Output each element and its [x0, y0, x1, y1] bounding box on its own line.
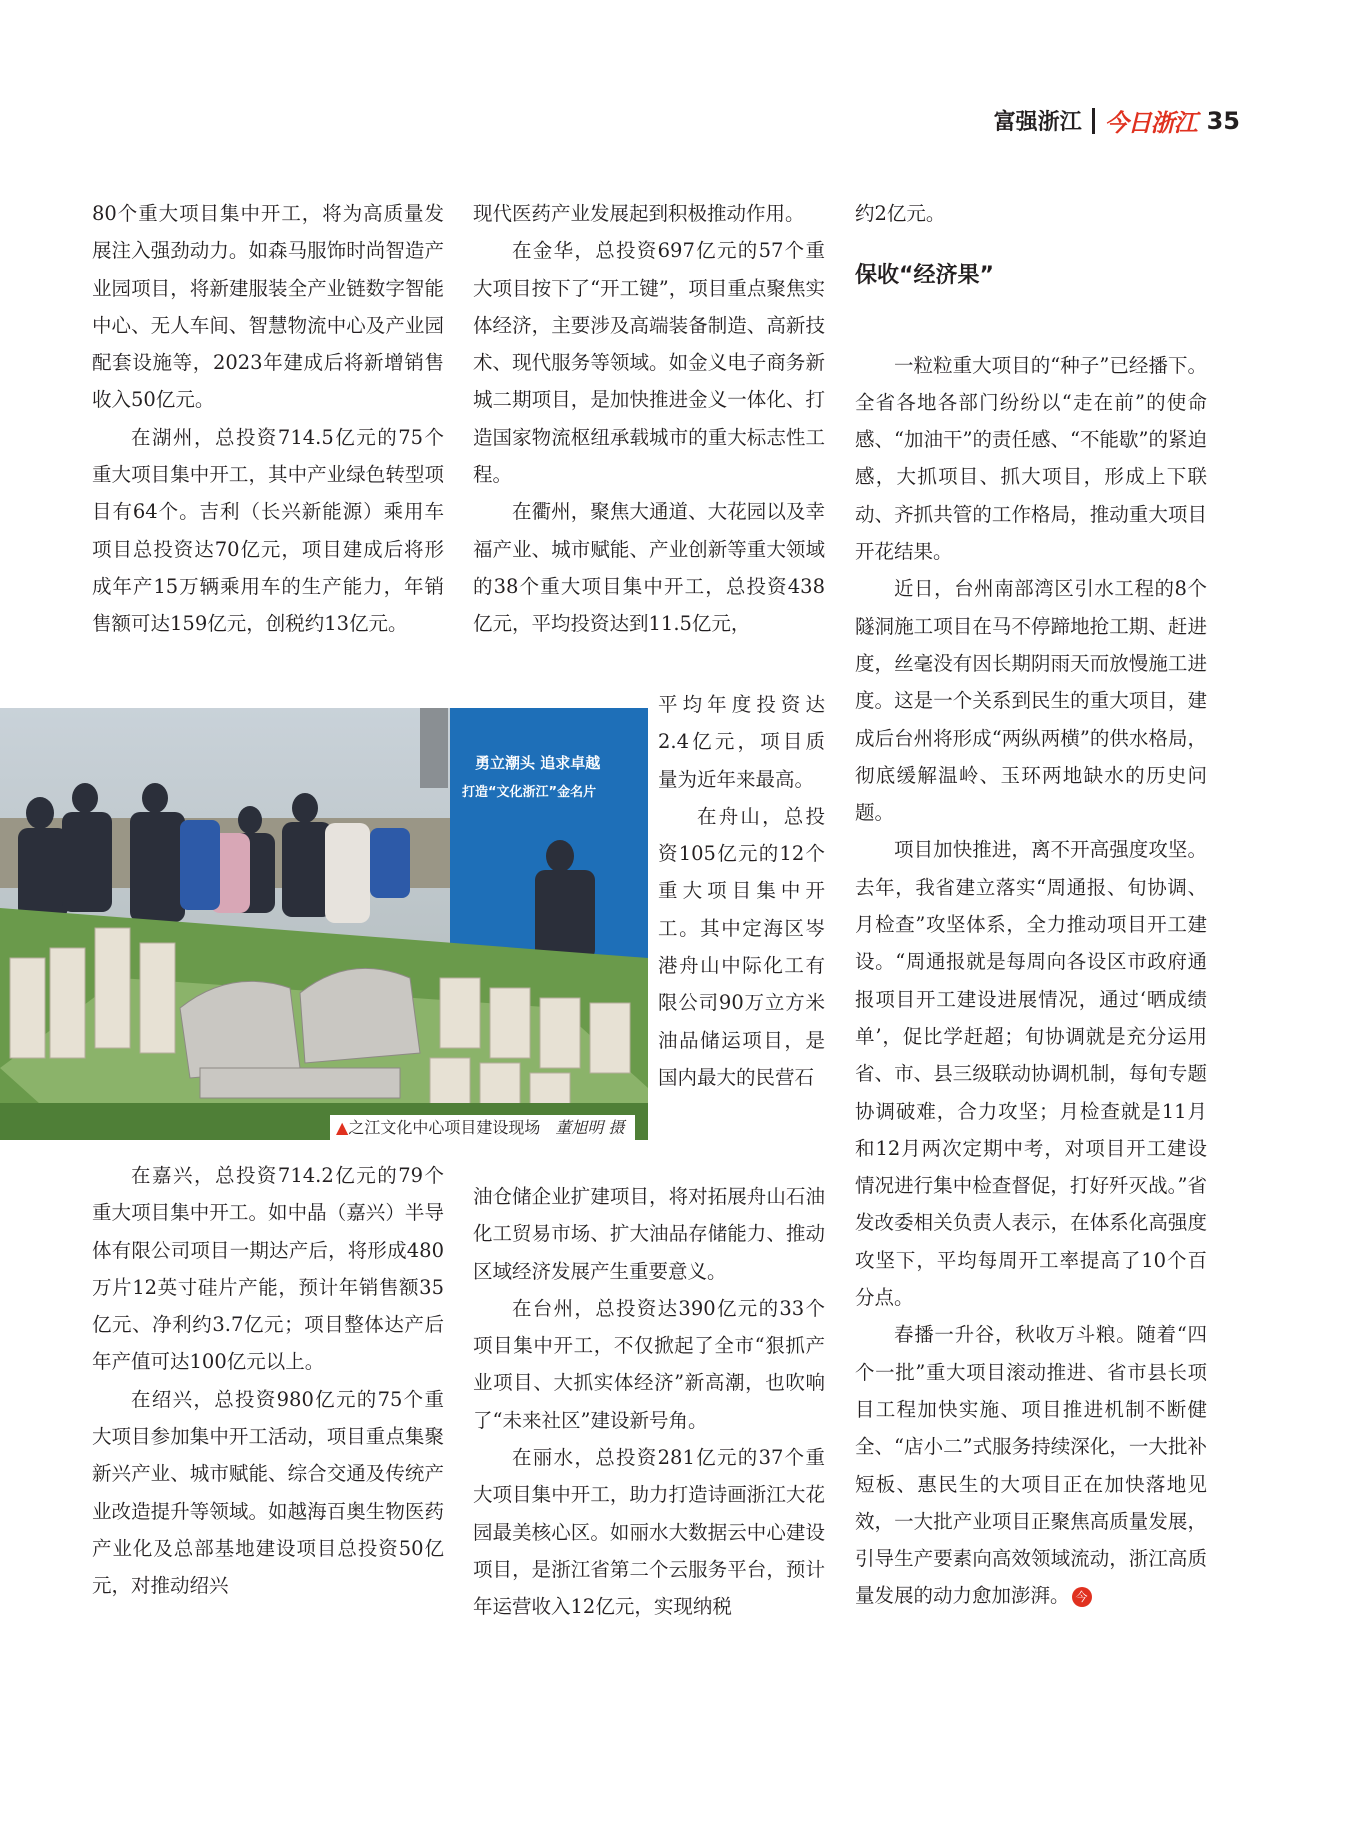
column-1-bottom [92, 1157, 444, 1605]
paragraph: 一粒粒重大项目的“种子”已经播下。全省各地各部门纷纷以“走在前”的使命感、“加油干”的责任感、“不能歇”的紧迫感，大抓项目、抓大项目，形成上下联动、齐抓共管的工作格局，推动重大项目开花结果。 [855, 353, 1207, 564]
paragraph-taizhou: 在台州，总投资达390亿元的33个项目集中开工，不仅掀起了全市“狠抓产业项目、大抓实体经济”新高潮，也吹响了“未来社区”建设新号角。 [473, 1296, 825, 1432]
paragraph-jinhua: 在金华，总投资697亿元的57个重大项目按下了“开工键”，项目重点聚焦实体经济，主要涉及高端装备制造、高新技术、现代服务等领域。如金义电子商务新城二期项目，是加快推进金义一体化、打造国家物流枢纽承载城市的重大标志性工程。 [473, 239, 825, 487]
paragraph: 约2亿元。 [855, 202, 946, 225]
paragraph: 80个重大项目集中开工，将为高质量发展注入强劲动力。如森马服饰时尚智造产业园项目，将新建服装全产业链数字智能中心、无人车间、智慧物流中心及产业园配套设施等，2023年建成后将新增销售收入50亿元。 [92, 202, 444, 412]
column-1-top [92, 195, 444, 643]
paragraph: 项目加快推进，离不开高强度攻坚。去年，我省建立落实“周通报、旬协调、月检查”攻坚体系，全力推动项目开工建设。“周通报就是每周向各设区市政府通报项目开工建设进展情况，通过‘晒成绩单’，促比学赶超；旬协调就是充分运用省、市、县三级联动协调机制，每旬专题协调破难，合力攻坚；月检查就是11月和12月两次定期中考，对项目开工建设情况进行集中检查督促，打好歼灭战。”省发改委相关负责人表示，在体系化高强度攻坚下，平均每周开工率提高了10个百分点。 [855, 838, 1207, 1310]
photo-credit: 董旭明 摄 [555, 1118, 625, 1137]
caption-marker: ▲ [336, 1118, 349, 1137]
paragraph-quzhou-cont: 平均年度投资达2.4亿元，项目质量为近年来最高。 [658, 693, 825, 791]
banner-line-2: 打造“文化浙江”金名片 [462, 785, 597, 800]
page-header [994, 103, 1240, 138]
banner-line-1: 勇立潮头 追求卓越 [475, 754, 601, 772]
paragraph-final [855, 1316, 1207, 1614]
header-divider [1092, 108, 1095, 134]
paragraph-zhoushan: 在舟山，总投资105亿元的12个重大项目集中开工。其中定海区岑港舟山中际化工有限公司90万立方米油品储运项目，是国内最大的民营石 [658, 804, 825, 1089]
paragraph-zhoushan-cont: 油仓储企业扩建项目，将对拓展舟山石油化工贸易市场、扩大油品存储能力、推动区域经济发展产生重要意义。 [473, 1185, 825, 1283]
column-3 [855, 195, 1207, 1615]
paragraph-jiaxing: 在嘉兴，总投资714.2亿元的79个重大项目集中开工。如中晶（嘉兴）半导体有限公司项目一期达产后，将形成480万片12英寸硅片产能，预计年销售额35亿元、净利约3.7亿元；项目整体达产后年产值可达100亿元以上。 [92, 1164, 444, 1374]
page-number: 35 [1206, 106, 1240, 135]
magazine-logo: 今日浙江 [1104, 109, 1197, 137]
caption-text: 之江文化中心项目建设现场 [348, 1118, 541, 1137]
column-2-top [473, 195, 825, 643]
photo-illustration [0, 708, 648, 1140]
paragraph-quzhou: 在衢州，聚焦大通道、大花园以及幸福产业、城市赋能、产业创新等重大领域的38个重大项目集中开工，总投资438亿元，平均投资达到11.5亿元， [473, 500, 825, 636]
paragraph: 现代医药产业发展起到积极推动作用。 [473, 202, 805, 225]
paragraph-shaoxing: 在绍兴，总投资980亿元的75个重大项目参加集中开工活动，项目重点集聚新兴产业、城市赋能、综合交通及传统产业改造提升等领域。如越海百奥生物医药产业化及总部基地建设项目总投资50亿元，对推动绍兴 [92, 1387, 444, 1598]
section-name: 富强浙江 [993, 110, 1082, 135]
photo-caption [330, 1115, 635, 1140]
end-mark-icon: 今 [1072, 1587, 1092, 1607]
paragraph-huzhou: 在湖州，总投资714.5亿元的75个重大项目集中开工，其中产业绿色转型项目有64个。吉利（长兴新能源）乘用车项目总投资达70亿元，项目建成后将形成年产15万辆乘用车的生产能力，年销售额可达159亿元，创税约13亿元。 [92, 425, 444, 636]
column-2-wrap [658, 686, 825, 1096]
final-text: 春播一升谷，秋收万斗粮。随着“四个一批”重大项目滚动推进、省市县长项目工程加快实施、项目推进机制不断健全、“店小二”式服务持续深化，一大批补短板、惠民生的大项目正在加快落地见效，一大批产业项目正聚焦高质量发展，引导生产要素向高效领域流动，浙江高质量发展的动力愈加澎湃。 [855, 1323, 1207, 1608]
paragraph: 近日，台州南部湾区引水工程的8个隧洞施工项目在马不停蹄地抢工期、赶进度，丝毫没有因长期阴雨天而放慢施工进度。这是一个关系到民生的重大项目，建成后台州将形成“两纵两横”的供水格局，彻底缓解温岭、玉环两地缺水的历史问题。 [855, 577, 1207, 825]
column-2-bottom [473, 1178, 825, 1626]
paragraph-lishui: 在丽水，总投资281亿元的37个重大项目集中开工，助力打造诗画浙江大花园最美核心区。如丽水大数据云中心建设项目，是浙江省第二个云服务平台，预计年运营收入12亿元，实现纳税 [473, 1446, 825, 1619]
construction-site-photo [0, 708, 648, 1140]
section-heading: 保收“经济果” [855, 263, 994, 289]
